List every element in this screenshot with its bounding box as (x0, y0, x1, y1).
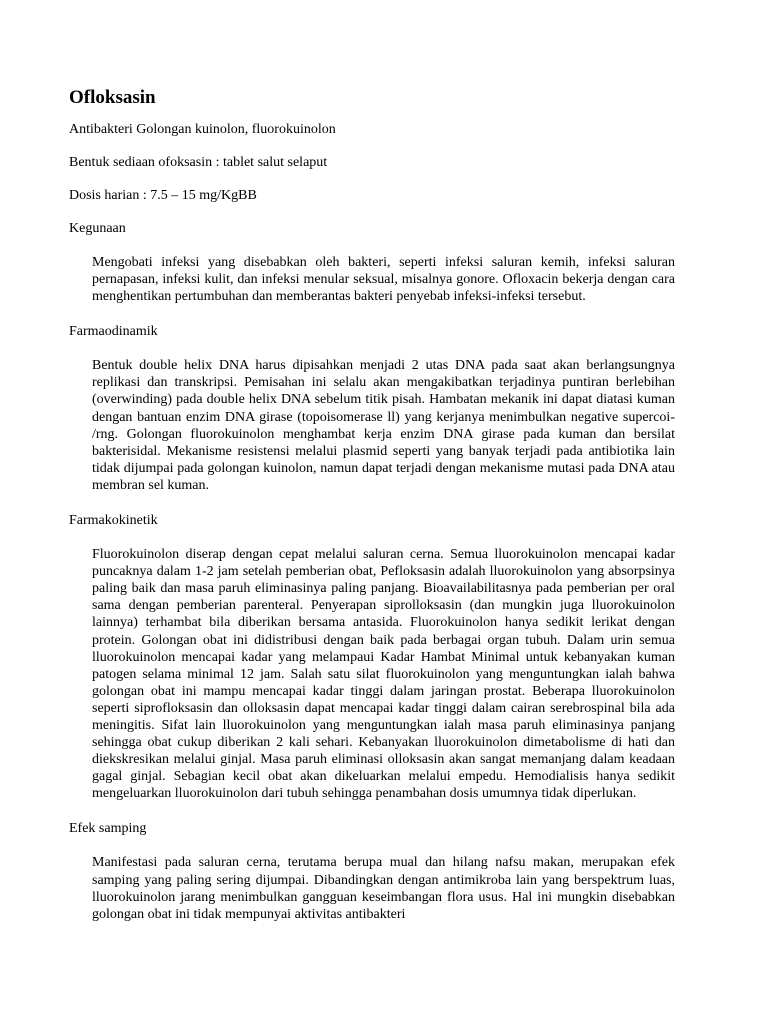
document-page (69, 86, 675, 941)
drug-class-line: Antibakteri Golongan kuinolon, fluorokuinolon (69, 122, 336, 137)
section-text-efek-samping: Manifestasi pada saluran cerna, terutama berupa mual dan hilang nafsu makan, merupakan efek samping yang paling sering dijumpai. Dibandingkan dengan antimikroba lain yang berspektrum luas, lluorokuinolon jarang menimbulkan gangguan keseimbangan flora usus. Hal ini mungkin disebabkan golongan obat ini tidak mempunyai aktivitas antibakteri (92, 855, 675, 922)
section-heading-kegunaan: Kegunaan (69, 221, 126, 236)
section-heading-farmakodinamik: Farmaodinamik (69, 324, 158, 340)
section-heading-farmakokinetik: Farmakokinetik (69, 513, 158, 529)
section-text-farmakodinamik: Bentuk double helix DNA harus dipisahkan menjadi 2 utas DNA pada saat akan berlangsungnya replikasi dan transkripsi. Pemisahan ini selalu akan mengakibatkan terjadinya puntiran berlebihan (overwinding) pada double helix DNA sebelum titik pisah. Hambatan mekanik ini dapat diatasi kuman dengan bantuan enzim DNA girase (topoisomerase ll) yang kerjanya menimbulkan negative supercoi- /rng. Golongan fluorokuinolon menghambat kerja enzim DNA girase pada kuman dan bersilat bakterisidal. Mekanisme resistensi melalui plasmid seperti yang banyak terjadi pada antibiotika lain tidak dijumpai pada golongan kuinolon, namun dapat terjadi dengan mekanisme mutasi pada DNA atau membran sel kuman. (92, 358, 675, 493)
section-heading-efek-samping: Efek samping (69, 821, 147, 837)
section-text-farmakokinetik: Fluorokuinolon diserap dengan cepat melalui saluran cerna. Semua lluorokuinolon mencapai kadar puncaknya dalam 1-2 jam setelah pemberian obat, Pefloksasin adalah lluorokuinolon yang absorpsinya paling baik dan masa paruh eliminasinya paling panjang. Bioavailabilitasnya pada pemberian per oral sama dengan pemberian parenteral. Penyerapan siprolloksasin (dan mungkin juga lluorokuinolon lainnya) terhambat bila diberikan bersama antasida. Fluorokuinolon hanya sedikit lerikat dengan protein. Golongan obat ini didistribusi dengan baik pada berbagai organ tubuh. Dalam urin semua lluorokuinolon mencapai kadar yang melampaui Kadar Hambat Minimal untuk kebanyakan kuman patogen selama minimal 12 jam. Salah satu silat fluorokuinolon yang menguntungkan ialah bahwa golongan obat ini mampu mencapai kadar tinggi dalam jaringan prostat. Beberapa lluorokuinolon seperti siprofloksasin dan olloksasin dapat mencapai kadar tinggi dalam cairan serebrospinal bila ada meningitis. Sifat lain lluorokuinolon yang menguntungkan ialah masa paruh eliminasinya panjang sehingga obat cukup diberikan 2 kali sehari. Kebanyakan lluorokuinolon dimetabolisme di hati dan diekskresikan melalui ginjal. Masa paruh eliminasi olloksasin akan sangat memanjang dalam keadaan gagal ginjal. Sebagian kecil obat akan dikeluarkan melalui empedu. Hemodialisis hanya sedikit mengeluarkan lluorokuinolon dari tubuh sehingga penambahan dosis umumnya tidak diperlukan. (92, 547, 675, 802)
daily-dose-line: Dosis harian : 7.5 – 15 mg/KgBB (69, 188, 257, 203)
section-text-kegunaan: Mengobati infeksi yang disebabkan oleh bakteri, seperti infeksi saluran kemih, infeksi saluran pernapasan, infeksi kulit, dan infeksi menular seksual, misalnya gonore. Ofloxacin bekerja dengan cara menghentikan pertumbuhan dan memberantas bakteri penyebab infeksi-infeksi tersebut. (92, 255, 675, 305)
document-title: Ofloksasin (69, 87, 156, 108)
dosage-form-line: Bentuk sediaan ofoksasin : tablet salut selaput (69, 155, 328, 170)
